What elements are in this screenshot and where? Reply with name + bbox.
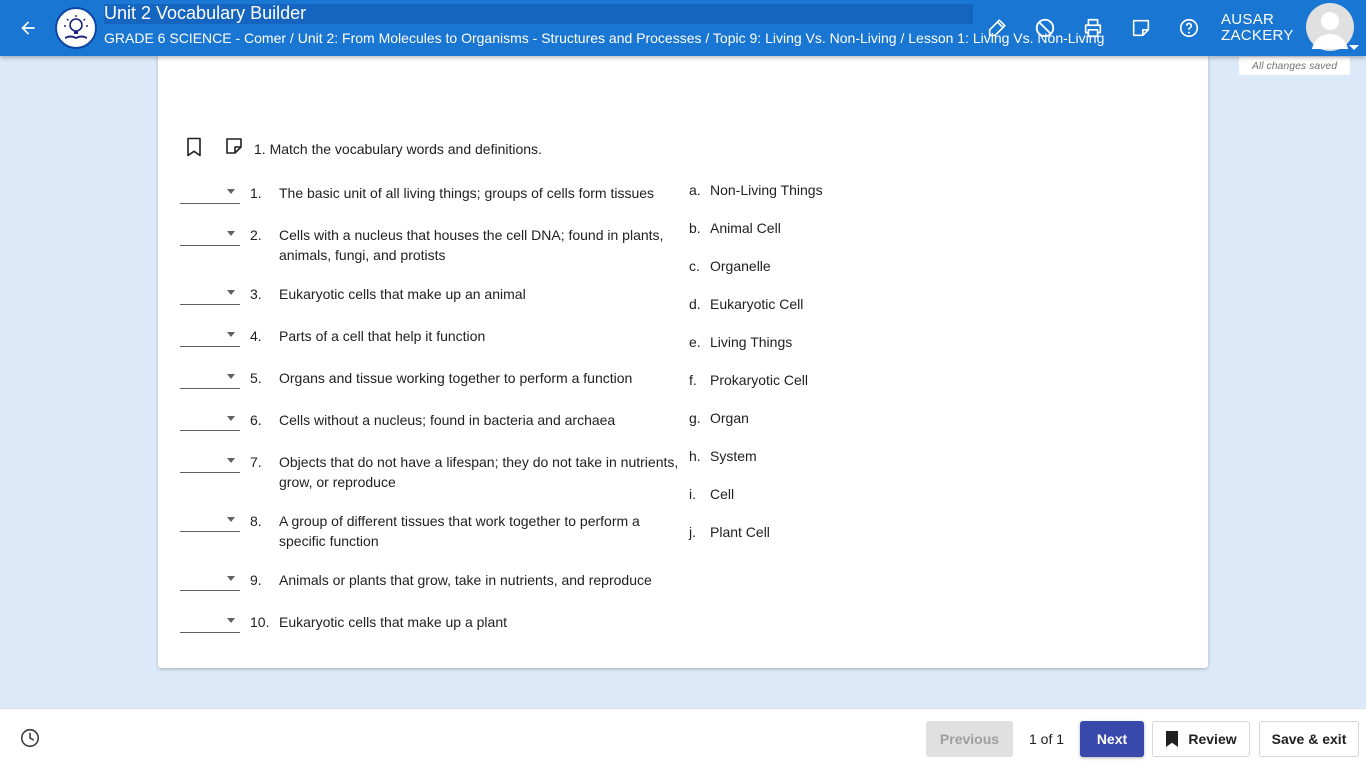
option-item xyxy=(689,410,749,426)
item-number: 7. xyxy=(250,454,262,470)
option-text: Plant Cell xyxy=(710,524,770,540)
footer-toolbar xyxy=(0,708,1366,768)
help-button[interactable] xyxy=(1175,14,1203,42)
item-number: 5. xyxy=(250,370,262,386)
bookmark-button[interactable] xyxy=(186,137,202,157)
option-letter: i. xyxy=(689,486,696,502)
option-text: Cell xyxy=(710,486,735,502)
answer-select[interactable] xyxy=(180,508,240,532)
block-icon xyxy=(1034,17,1056,39)
option-item xyxy=(689,258,771,274)
user-name xyxy=(1221,12,1294,44)
option-item xyxy=(689,524,770,540)
item-number: 3. xyxy=(250,286,262,302)
item-definition: Animals or plants that grow, take in nutrients, and reproduce xyxy=(279,572,652,588)
breadcrumb: GRADE 6 SCIENCE - Comer / Unit 2: From Molecules to Organisms - Structures and Processes / Topic 9: Living Vs. Non-Living / Lesson 1: Living Vs. Non-Living xyxy=(104,30,1105,46)
chevron-down-icon xyxy=(227,374,235,379)
option-text: Eukaryotic Cell xyxy=(710,296,804,312)
chevron-down-icon xyxy=(227,458,235,463)
chevron-down-icon xyxy=(227,189,235,194)
item-definition: Organs and tissue working together to perform a function xyxy=(279,370,633,386)
item-definition: Objects that do not have a lifespan; they do not take in nutrients, grow, or reproduce xyxy=(279,454,679,490)
option-letter: b. xyxy=(689,220,701,236)
answer-select[interactable] xyxy=(180,365,240,389)
item-definition: Cells without a nucleus; found in bacteria and archaea xyxy=(279,412,616,428)
account-menu-caret[interactable] xyxy=(1349,45,1359,50)
print-button[interactable] xyxy=(1079,14,1107,42)
option-text: Organ xyxy=(710,410,749,426)
chevron-down-icon xyxy=(227,332,235,337)
answer-select[interactable] xyxy=(180,449,240,473)
option-item xyxy=(689,448,757,464)
notepad-button[interactable] xyxy=(1127,14,1155,42)
option-text: Organelle xyxy=(710,258,771,274)
question-prompt: 1. Match the vocabulary words and definitions. xyxy=(254,141,542,157)
answer-eliminator-button[interactable] xyxy=(1031,14,1059,42)
option-letter: h. xyxy=(689,448,701,464)
item-definition: Cells with a nucleus that houses the cell DNA; found in plants, animals, fungi, and protists xyxy=(279,227,664,263)
avatar[interactable] xyxy=(1306,3,1354,51)
review-button[interactable] xyxy=(1152,721,1250,757)
answer-select[interactable] xyxy=(180,323,240,347)
question-note-button[interactable] xyxy=(225,137,243,155)
item-number: 1. xyxy=(250,185,262,201)
arrow-left-icon xyxy=(18,18,38,38)
user-avatar-icon xyxy=(1306,3,1354,51)
chevron-down-icon xyxy=(227,517,235,522)
item-number: 2. xyxy=(250,227,262,243)
history-icon xyxy=(19,727,41,749)
user-last-name: ZACKERY xyxy=(1221,27,1294,44)
option-item xyxy=(689,486,734,502)
item-definition: A group of different tissues that work together to perform a specific function xyxy=(279,513,640,549)
option-letter: f. xyxy=(689,372,697,388)
item-definition: Parts of a cell that help it function xyxy=(279,328,486,344)
option-text: Prokaryotic Cell xyxy=(710,372,809,388)
page-title: Unit 2 Vocabulary Builder xyxy=(104,3,307,23)
option-letter: c. xyxy=(689,258,700,274)
chevron-down-icon xyxy=(227,416,235,421)
item-number: 10. xyxy=(250,614,270,630)
chevron-down-icon xyxy=(227,290,235,295)
chevron-down-icon xyxy=(227,231,235,236)
highlighter-button[interactable] xyxy=(983,14,1011,42)
item-number: 4. xyxy=(250,328,262,344)
option-item xyxy=(689,334,792,350)
previous-button[interactable]: Previous xyxy=(926,721,1013,757)
option-item xyxy=(689,182,823,198)
review-label: Review xyxy=(1188,731,1237,747)
option-item xyxy=(689,220,781,236)
item-definition: The basic unit of all living things; groups of cells form tissues xyxy=(279,185,655,201)
option-item xyxy=(689,372,808,388)
sticky-note-icon xyxy=(225,137,243,155)
option-letter: a. xyxy=(689,182,701,198)
option-text: Non-Living Things xyxy=(710,182,823,198)
item-definition: Eukaryotic cells that make up a plant xyxy=(279,614,508,630)
option-text: Animal Cell xyxy=(710,220,781,236)
save-exit-button[interactable]: Save & exit xyxy=(1259,721,1359,757)
option-letter: d. xyxy=(689,296,701,312)
option-letter: j. xyxy=(689,524,696,540)
history-button[interactable] xyxy=(19,727,41,749)
bookmark-icon xyxy=(1165,730,1179,748)
option-item xyxy=(689,296,803,312)
bookmark-icon xyxy=(186,137,202,157)
item-definition: Eukaryotic cells that make up an animal xyxy=(279,286,526,302)
lightbulb-book-icon xyxy=(61,13,91,43)
item-number: 9. xyxy=(250,572,262,588)
answer-select[interactable] xyxy=(180,281,240,305)
answer-select[interactable] xyxy=(180,407,240,431)
item-number: 6. xyxy=(250,412,262,428)
back-button[interactable] xyxy=(14,14,42,42)
sticky-note-icon xyxy=(1130,17,1152,39)
app-logo xyxy=(55,7,97,49)
option-letter: e. xyxy=(689,334,701,350)
user-first-name: AUSAR xyxy=(1221,11,1275,28)
option-text: System xyxy=(710,448,757,464)
help-circle-icon xyxy=(1178,17,1200,39)
chevron-down-icon xyxy=(227,618,235,623)
answer-select[interactable] xyxy=(180,609,240,633)
app-header xyxy=(0,0,1366,56)
option-letter: g. xyxy=(689,410,701,426)
print-icon xyxy=(1082,17,1104,39)
highlighter-icon xyxy=(986,17,1008,39)
page-count: 1 of 1 xyxy=(1029,731,1065,747)
chevron-down-icon xyxy=(227,576,235,581)
answer-select[interactable] xyxy=(180,567,240,591)
answer-select[interactable] xyxy=(180,222,240,246)
next-button[interactable]: Next xyxy=(1080,721,1144,757)
saved-status: All changes saved xyxy=(1239,57,1350,75)
answer-select[interactable] xyxy=(180,180,240,204)
option-text: Living Things xyxy=(710,334,793,350)
item-number: 8. xyxy=(250,513,262,529)
